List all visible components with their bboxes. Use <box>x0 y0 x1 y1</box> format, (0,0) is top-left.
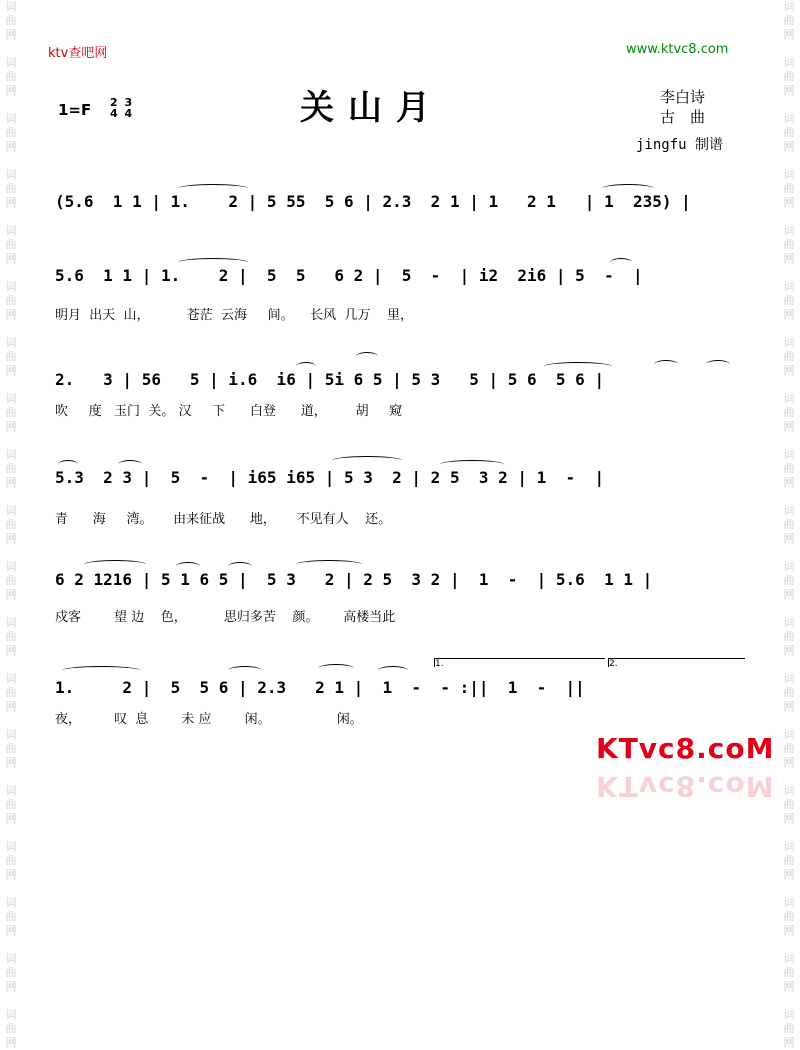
slur <box>58 460 78 469</box>
volta-first-ending: 1. <box>434 658 605 667</box>
site-logo[interactable]: KTvc8.coM <box>596 732 775 765</box>
slur <box>176 562 200 571</box>
slur <box>118 460 142 469</box>
slur <box>318 664 354 673</box>
row-notes: 5.3 2 3 | 5 - | i65 i65 | 5 3 2 | 2 5 3 2 | 1 - | <box>55 468 605 487</box>
watermark-right: 词 曲 网 词 曲 网 词 曲 网 词 曲 网 词 曲 网 词 曲 网 词 曲 网 词 曲 网 词 曲 网 词 曲 网 词 曲 网 词 曲 网 词 曲 网 词 曲 网 词 曲 网 词 曲 网 词 曲 网 词 曲 网 词 曲 网 <box>783 0 795 1049</box>
row-notes: (5.6 1 1 | 1. 2 | 5 55 5 6 | 2.3 2 1 | 1 2 1 | 1 235) | <box>55 192 691 211</box>
time-signature: 2 4 3 4 <box>110 96 133 120</box>
slur <box>228 666 262 675</box>
row-notes: 6 2 1216 | 5 1 6 5 | 5 3 2 | 2 5 3 2 | 1 - | 5.6 1 1 | <box>55 570 653 589</box>
row-notes: 1. 2 | 5 5 6 | 2.3 2 1 | 1 - - :|| 1 - || <box>55 678 585 697</box>
slur <box>544 362 612 371</box>
watermark-left: 词 曲 网 词 曲 网 词 曲 网 词 曲 网 词 曲 网 词 曲 网 词 曲 网 词 曲 网 词 曲 网 词 曲 网 词 曲 网 词 曲 网 词 曲 网 词 曲 网 词 曲 网 词 曲 网 词 曲 网 词 曲 网 词 曲 网 <box>5 0 17 1049</box>
row-notes: 2. 3 | 56 5 | i.6 i6 | 5i 6 5 | 5 3 5 | 5 6 5 6 | <box>55 370 605 389</box>
slur <box>84 560 146 569</box>
site-logo-reflection: KTvc8.coM <box>596 770 775 803</box>
site-name-left[interactable]: ktv查吧网 <box>48 46 108 61</box>
row-notes: 5.6 1 1 | 1. 2 | 5 5 6 2 | 5 - | i2 2i6 | 5 - | <box>55 266 643 285</box>
row-lyrics: 明月 出天 山， 苍茫 云海 间。 长风 几万 里， <box>55 308 413 323</box>
key-signature: 1=F <box>58 101 92 119</box>
volta-second-ending: 2. <box>608 658 745 667</box>
slur <box>610 258 632 267</box>
slur <box>228 562 252 571</box>
slur <box>62 666 140 675</box>
song-title: 关山月 <box>300 88 444 128</box>
lyricist: 李白诗 <box>660 88 706 106</box>
slur <box>332 456 402 465</box>
slur <box>602 184 654 193</box>
slur <box>178 258 248 267</box>
slur <box>356 352 378 361</box>
composer: 古 曲 <box>660 108 706 126</box>
site-url-right[interactable]: www.ktvc8.com <box>626 42 729 57</box>
row-lyrics: 夜， 叹 息 未 应 闲。 闲。 <box>55 712 363 727</box>
row-lyrics: 青 海 湾。 由来征战 地， 不见有人 还。 <box>55 512 392 527</box>
row-lyrics: 戍客 望 边 色， 思归多苦 颜。 高楼当此 <box>55 610 396 625</box>
slur <box>378 666 408 675</box>
slur <box>440 460 504 469</box>
slur <box>706 360 730 369</box>
slur <box>654 360 678 369</box>
arranger: jingfu 制谱 <box>636 137 724 153</box>
slur <box>296 560 362 569</box>
row-lyrics: 吹 度 玉门 关。 汉 下 白登 道， 胡 窥 <box>55 404 403 419</box>
slur <box>178 184 248 193</box>
slur <box>296 362 316 371</box>
